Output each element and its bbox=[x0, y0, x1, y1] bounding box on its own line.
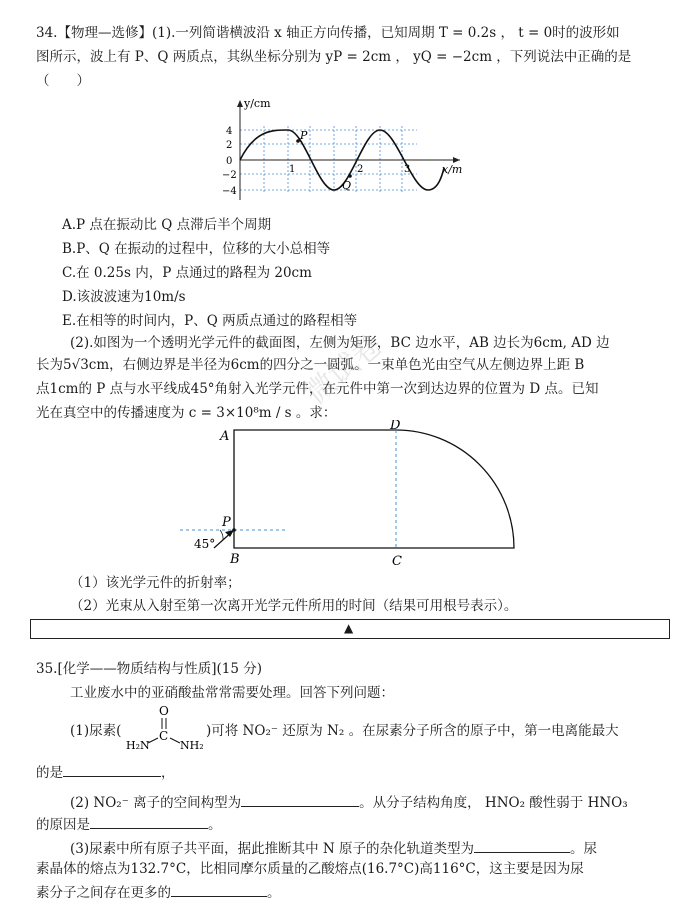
part2-line-4: 光在真空中的传播速度为 c = 3×10⁸m / s 。求： bbox=[36, 405, 337, 421]
q35-part3-b: 。尿 bbox=[570, 841, 598, 857]
q35-part1-b: )可将 NO₂⁻ 还原为 N₂ 。在尿素分子所含的原子中，第一电离能最大 bbox=[206, 723, 619, 739]
triangle-up-icon: ▲ bbox=[344, 621, 354, 635]
label-c: C bbox=[392, 554, 402, 569]
ytick-neg2: −2 bbox=[222, 170, 237, 181]
q35-part1-c: 的是 bbox=[36, 765, 63, 781]
graph-xlabel: x/m bbox=[442, 163, 463, 176]
label-b: B bbox=[230, 552, 240, 567]
q35-part2-c-row bbox=[36, 814, 222, 834]
q35-part3-d-row bbox=[36, 882, 281, 902]
q34-line-1: 34.【物理—选修】(1).一列简谐横波沿 x 轴正方向传播，已知周期 T = 0.2s ， t = 0时的波形如 bbox=[36, 25, 620, 41]
urea-nh2-right: NH₂ bbox=[180, 739, 204, 750]
label-p: P bbox=[222, 515, 231, 530]
option-b: B.P、Q 在振动的过程中，位移的大小总相等 bbox=[62, 241, 331, 257]
option-d: D.该波波速为10m/s bbox=[62, 289, 186, 305]
q35-part3-a: (3)尿素中所有原子共平面，据此推断其中 N 原子的杂化轨道类型为 bbox=[70, 841, 475, 857]
answer-blank-3[interactable] bbox=[90, 814, 208, 829]
collapse-bar[interactable] bbox=[30, 619, 670, 639]
q35-part3-end: 。 bbox=[267, 885, 281, 901]
xtick-1: 1 bbox=[289, 164, 296, 175]
q35-part3-row bbox=[70, 838, 597, 858]
label-angle: 45° bbox=[194, 537, 216, 551]
q35-part3-c: 素晶体的熔点为132.7°C，比相同摩尔质量的乙酸熔点(16.7°C)高116°C，这主要是因为尿 bbox=[36, 861, 584, 877]
q35-intro: 工业废水中的亚硝酸盐常常需要处理。回答下列问题： bbox=[70, 685, 394, 701]
q35-part2-row bbox=[70, 792, 628, 812]
ytick-4: 4 bbox=[226, 126, 233, 137]
q35-title: 35.[化学——物质结构与性质](15 分) bbox=[36, 661, 263, 677]
ytick-0: 0 bbox=[226, 156, 233, 167]
q35-part2-end: 。 bbox=[208, 817, 222, 833]
q34-line-2: 图所示，波上有 P、Q 两质点，其纵坐标分别为 yP = 2cm ， yQ = −2cm ，下列说法中正确的是 bbox=[36, 49, 632, 65]
option-c: C.在 0.25s 内，P 点通过的路程为 20cm bbox=[62, 265, 312, 281]
q35-part1-end: ， bbox=[161, 765, 175, 781]
urea-o: O bbox=[159, 704, 169, 718]
answer-blank-1[interactable] bbox=[63, 762, 161, 777]
answer-blank-5[interactable] bbox=[171, 882, 267, 897]
q35-part2-c: 的原因是 bbox=[36, 817, 90, 833]
label-d: D bbox=[390, 420, 401, 433]
q34-line-3: （ ） bbox=[36, 73, 90, 89]
q35-part1-c-row bbox=[36, 762, 175, 782]
option-a: A.P 点在振动比 Q 点滞后半个周期 bbox=[62, 217, 272, 233]
sub-question-1: （1）该光学元件的折射率； bbox=[70, 575, 241, 591]
urea-c: C bbox=[159, 729, 169, 743]
q35-part3-d: 素分子之间存在更多的 bbox=[36, 885, 171, 901]
graph-ylabel: y/cm bbox=[244, 97, 271, 110]
point-q-label: Q bbox=[342, 179, 352, 192]
q35-part1-a: (1)尿素( bbox=[70, 723, 122, 739]
point-p-label: P bbox=[300, 129, 308, 142]
urea-nh2-left: H₂N bbox=[126, 739, 150, 750]
ytick-neg4: −4 bbox=[222, 186, 237, 197]
answer-blank-4[interactable] bbox=[474, 838, 570, 853]
sub-question-2: （2）光束从入射至第一次离开光学元件所用的时间（结果可用根号表示）。 bbox=[70, 598, 518, 614]
ytick-2: 2 bbox=[226, 140, 233, 151]
part2-line-2: 长为5√3cm，右侧边界是半径为6cm的四分之一圆弧。一束单色光由空气从左侧边界上距 B bbox=[36, 357, 585, 373]
q35-part2-a: (2) NO₂⁻ 离子的空间构型为 bbox=[70, 795, 242, 811]
answer-blank-2[interactable] bbox=[241, 792, 359, 807]
urea-structure bbox=[126, 702, 206, 750]
label-a: A bbox=[220, 429, 230, 444]
xtick-3: 3 bbox=[404, 164, 411, 175]
xtick-2: 2 bbox=[357, 164, 364, 175]
option-e: E.在相等的时间内，P、Q 两质点通过的路程相等 bbox=[62, 313, 358, 329]
part2-line-1: (2).如图为一个透明光学元件的截面图，左侧为矩形，BC 边水平，AB 边长为6cm, AD 边 bbox=[70, 335, 610, 351]
q35-part2-b: 。从分子结构角度， HNO₂ 酸性弱于 HNO₃ bbox=[359, 795, 628, 811]
wave-graph bbox=[222, 96, 472, 208]
watermark: 微试卷 bbox=[298, 327, 390, 412]
part2-line-3: 点1cm的 P 点与水平线成45°角射入光学元件，在元件中第一次到达边界的位置为 D 点。已知 bbox=[36, 381, 599, 397]
